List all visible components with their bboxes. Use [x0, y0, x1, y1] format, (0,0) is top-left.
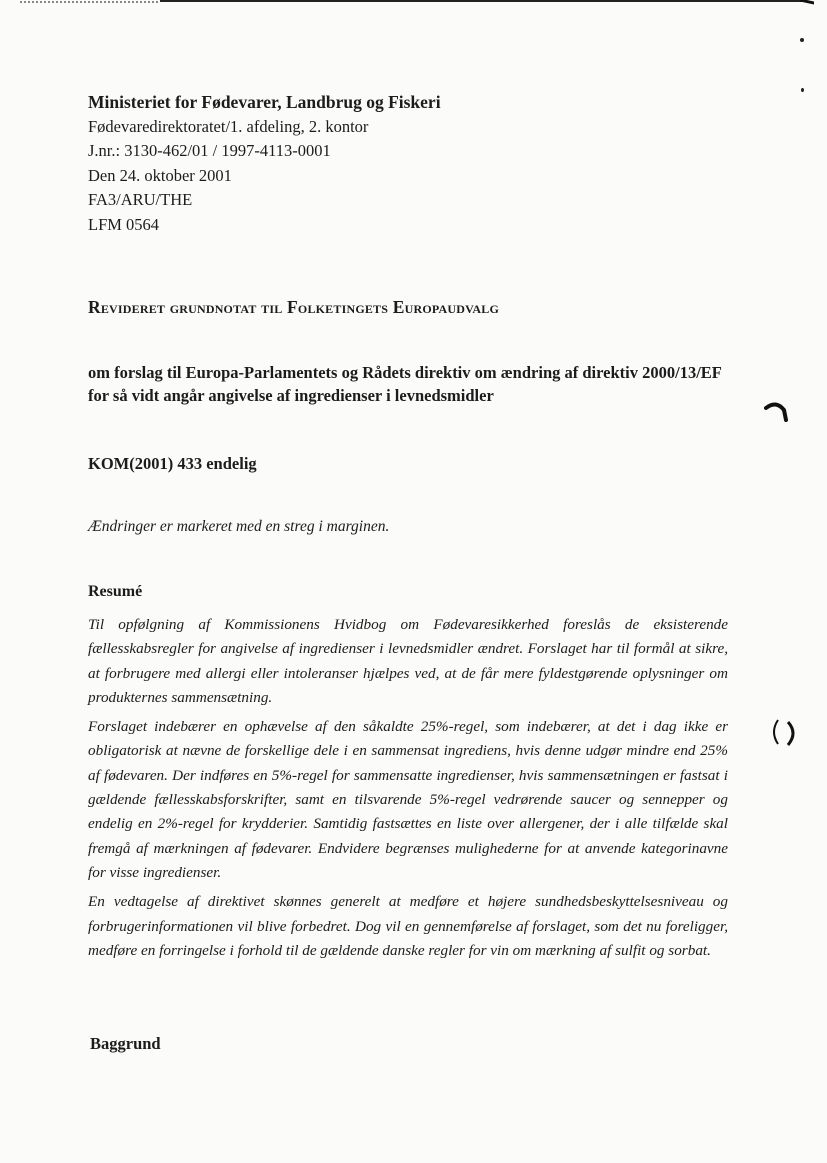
document-subtitle: om forslag til Europa-Parlamentets og Rådets direktiv om ændring af direktiv 2000/13/EF for så vidt angår angivelse af ingredienser i levnedsmidler [88, 363, 722, 405]
section-heading-baggrund: Baggrund [90, 1034, 161, 1053]
scan-top-edge [0, 0, 827, 3]
journal-number: J.nr.: 3130-462/01 / 1997-4113-0001 [88, 141, 331, 161]
lfm-number: LFM 0564 [88, 214, 160, 234]
reference-code: FA3/ARU/THE [88, 190, 193, 210]
department-line: Fødevaredirektoratet/1. afdeling, 2. kontor [88, 116, 369, 136]
margin-note: Ændringer er markeret med en streg i marginen. [88, 518, 390, 535]
resume-paragraph: Til opfølgning af Kommissionens Hvidbog om Fødevaresikkerhed foreslås de eksisterende fællesskabsregler for angivelse af ingredienser i levnedsmidler ændret. Forslaget har til formål at sikre, at forbrugere med allergi eller intoleranser hjælpes ved, at de får mere fyldestgørende oplysninger om produkternes sammensætning. [88, 616, 728, 706]
scan-speck [800, 38, 804, 42]
document-title: Revideret grundnotat til Folketingets Europaudvalg [88, 297, 500, 317]
ministry-name: Ministeriet for Fødevarer, Landbrug og Fiskeri [88, 92, 441, 112]
resume-body [88, 613, 728, 968]
resume-paragraph: En vedtagelse af direktivet skønnes generelt at medføre et højere sundhedsbeskyttelsesniveau og forbrugerinformationen vil blive forbedret. Dog vil en gennemførelse af forslaget, som det nu foreligger, medføre en forringelse i forhold til de gældende danske regler for vin om mærkning af sulfit og sorbat. [88, 893, 728, 959]
document-date: Den 24. oktober 2001 [88, 165, 232, 185]
punch-hole-mark [762, 398, 792, 428]
resume-heading: Resumé [88, 583, 143, 600]
kom-reference: KOM(2001) 433 endelig [88, 454, 257, 473]
letterhead [88, 90, 441, 238]
resume-paragraph: Forslaget indebærer en ophævelse af den såkaldte 25%-regel, som indebærer, at det i dag ikke er obligatorisk at nævne de forskellige dele i en sammensat ingrediens, hvis denne udgør mindre end 25% af fødevaren. Der indføres en 5%-regel for sammensatte ingredienser, hvis sammensætningen er fastsat i gældende fællesskabsforskrifter, samt en tilsvarende 5%-regel vedrørende saucer og sennepper og endelig en 2%-regel for krydderier. Samtidig fastsættes en liste over allergener, der i alle tilfælde skal fremgå af mærkningen af fødevarer. Endvidere begrænses mulighederne for at anvende kategorinavne for visse ingredienser. [88, 718, 728, 881]
punch-hole-mark [768, 716, 800, 750]
scan-speck [801, 88, 804, 92]
